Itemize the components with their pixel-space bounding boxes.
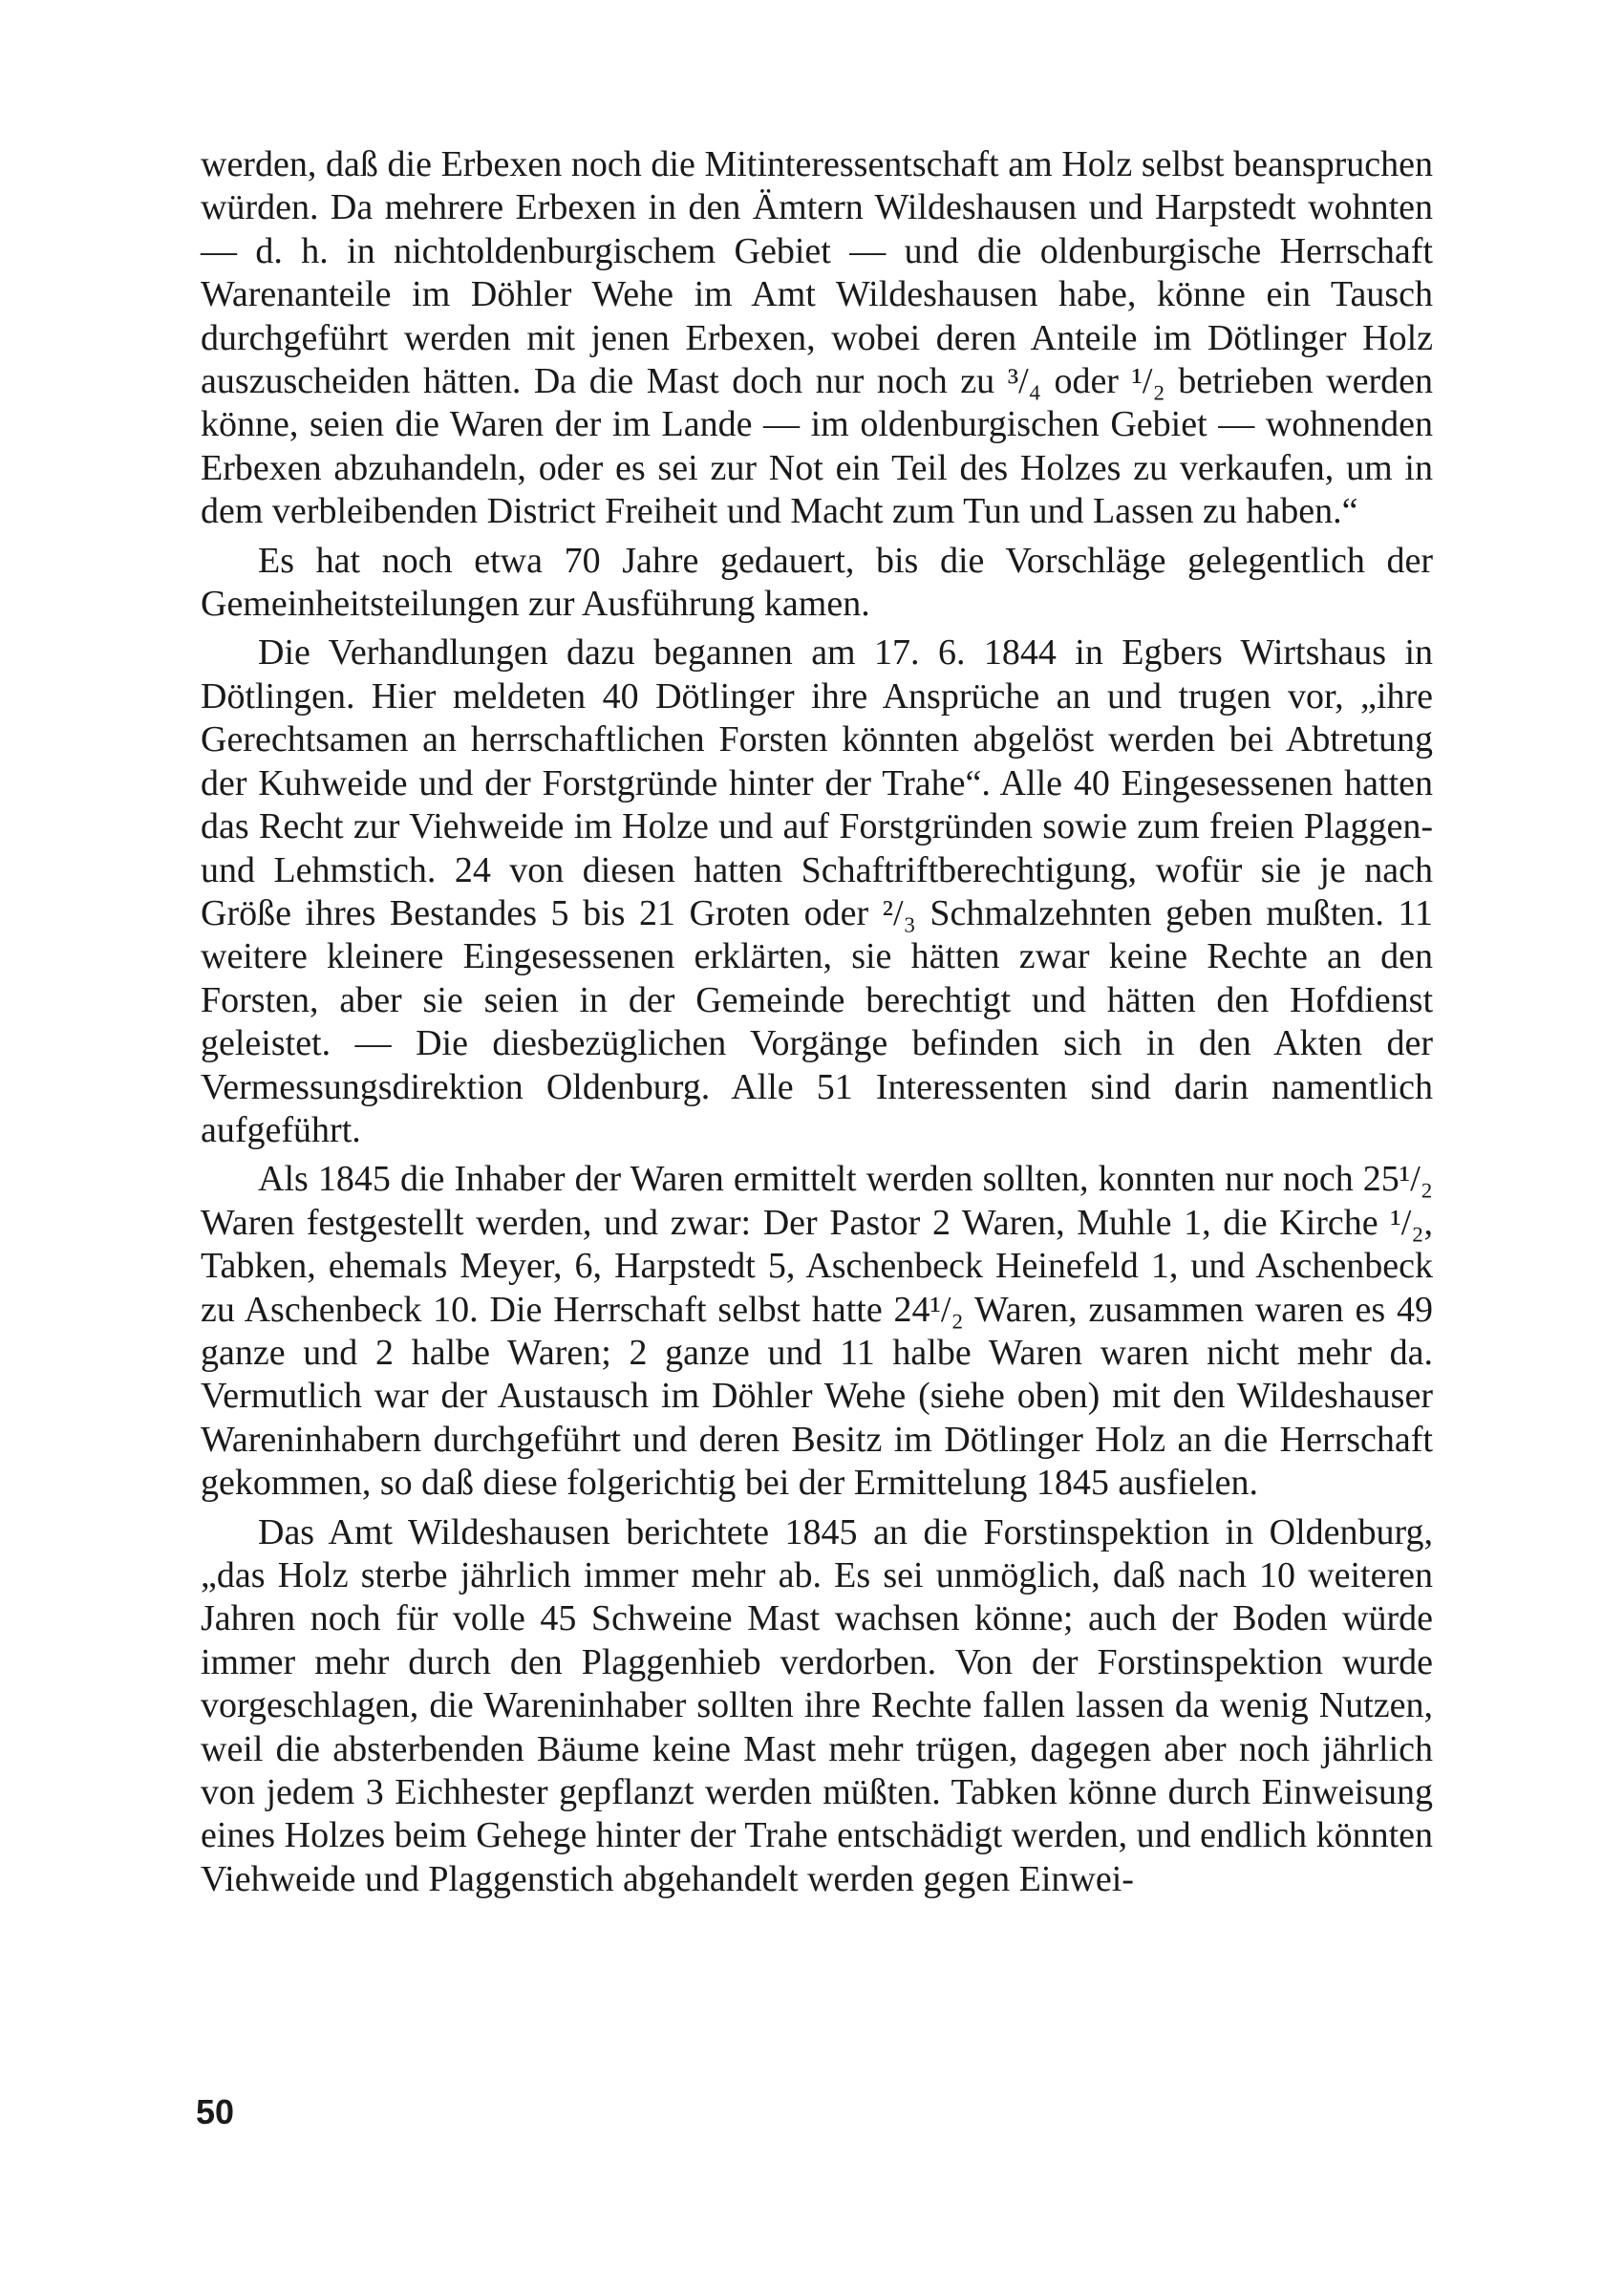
- paragraph-5: Das Amt Wildeshausen berichtete 1845 an die Forstinspektion in Oldenburg, „das Holz sterbe jährlich immer mehr ab. Es sei unmöglich, daß nach 10 weiteren Jahren noch für volle 45 Schweine Mast wachsen könne; auch der Boden würde immer mehr durch den Plaggenhieb verdorben. Von der Forstinspektion wurde vorgeschlagen, die Wareninhaber sollten ihre Rechte fallen lassen da wenig Nutzen, weil die absterbenden Bäume keine Mast mehr trügen, dagegen aber noch jährlich von jedem 3 Eichhester gepflanzt werden müßten. Tabken könne durch Einweisung eines Holzes beim Gehege hinter der Trahe entschädigt werden, und endlich könnten Viehweide und Plaggenstich abgehandelt werden gegen Einwei-: [201, 1511, 1433, 1899]
- paragraph-1: werden, daß die Erbexen noch die Mitinteressentschaft am Holz selbst beanspruchen würden. Da mehrere Erbexen in den Ämtern Wildeshausen und Harpstedt wohnten — d. h. in nichtoldenburgischem Gebiet — und die oldenburgische Herrschaft Warenanteile im Döhler Wehe im Amt Wildeshausen habe, könne ein Tausch durchgeführt werden mit jenen Erbexen, wobei deren Anteile im Dötlinger Holz auszuscheiden hätten. Da die Mast doch nur noch zu ³/₄ oder ¹/₂ betrieben werden könne, seien die Waren der im Lande — im oldenburgischen Gebiet — wohnenden Erbexen abzuhandeln, oder es sei zur Not ein Teil des Holzes zu verkaufen, um in dem verbleibenden District Freiheit und Macht zum Tun und Lassen zu haben.“: [201, 144, 1433, 532]
- paragraph-4: Als 1845 die Inhaber der Waren ermittelt werden sollten, konnten nur noch 25¹/₂ Waren festgestellt werden, und zwar: Der Pastor 2 Waren, Muhle 1, die Kirche ¹/₂, Tabken, ehemals Meyer, 6, Harpstedt 5, Aschenbeck Heinefeld 1, und Aschenbeck zu Aschenbeck 10. Die Herrschaft selbst hatte 24¹/₂ Waren, zusammen waren es 49 ganze und 2 halbe Waren; 2 ganze und 11 halbe Waren waren nicht mehr da. Vermutlich war der Austausch im Döhler Wehe (siehe oben) mit den Wildeshauser Wareninhabern durchgeführt und deren Besitz im Dötlinger Holz an die Herrschaft gekommen, so daß diese folgerichtig bei der Ermittelung 1845 ausfielen.: [201, 1159, 1433, 1504]
- paragraph-2: Es hat noch etwa 70 Jahre gedauert, bis die Vorschläge gelegentlich der Gemeinheitsteilungen zur Ausführung kamen.: [201, 540, 1433, 625]
- page-number: 50: [196, 2092, 235, 2131]
- page-body: [201, 143, 1433, 1907]
- paragraph-3: Die Verhandlungen dazu begannen am 17. 6. 1844 in Egbers Wirtshaus in Dötlingen. Hier meldeten 40 Dötlinger ihre Ansprüche an und trugen vor, „ihre Gerechtsamen an herrschaftlichen Forsten könnten abgelöst werden bei Abtretung der Kuhweide und der Forstgründe hinter der Trahe“. Alle 40 Eingesessenen hatten das Recht zur Viehweide im Holze und auf Forstgründen sowie zum freien Plaggen- und Lehmstich. 24 von diesen hatten Schaftriftberechtigung, wofür sie je nach Größe ihres Bestandes 5 bis 21 Groten oder ²/₃ Schmalzehnten geben mußten. 11 weitere kleinere Eingesessenen erklärten, sie hätten zwar keine Rechte an den Forsten, aber sie seien in der Gemeinde berechtigt und hätten den Hofdienst geleistet. — Die diesbezüglichen Vorgänge befinden sich in den Akten der Vermessungsdirektion Oldenburg. Alle 51 Interessenten sind darin namentlich aufgeführt.: [201, 632, 1433, 1150]
